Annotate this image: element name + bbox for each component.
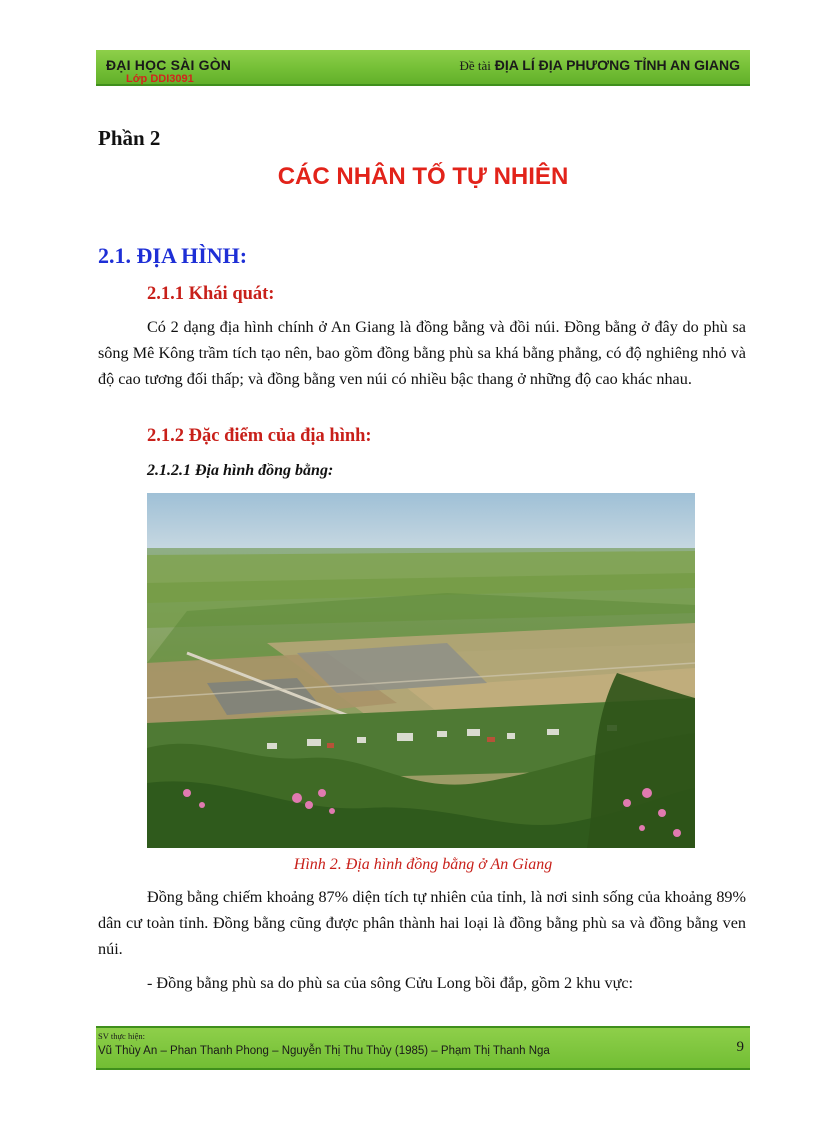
page-footer <box>96 1028 750 1070</box>
class-code: Lớp DDI3091 <box>126 73 194 85</box>
topic-name: ĐỊA LÍ ĐỊA PHƯƠNG TỈNH AN GIANG <box>494 57 740 73</box>
page-header <box>96 50 750 86</box>
page-number: 9 <box>736 1039 744 1055</box>
paragraph-plain-area: Đồng bằng chiếm khoảng 87% diện tích tự nhiên của tỉnh, là nơi sinh sống của khoảng 89% dân cư toàn tỉnh. Đồng bằng cũng được phân thành hai loại là đồng bằng phù sa và đồng bằng ven núi. <box>98 888 746 958</box>
landscape-illustration <box>147 493 695 848</box>
student-names: Vũ Thùy An – Phan Thanh Phong – Nguyễn Thị Thu Thủy (1985) – Phạm Thị Thanh Nga <box>98 1045 550 1057</box>
university-name: ĐẠI HỌC SÀI GÒN <box>106 57 232 73</box>
topic-title <box>459 57 740 74</box>
chapter-title: CÁC NHÂN TỐ TỰ NHIÊN <box>277 163 569 190</box>
subsubsection-heading-plain: 2.1.2.1 Địa hình đồng bằng: <box>147 462 334 479</box>
part-label: Phần 2 <box>98 126 161 150</box>
paragraph-alluvial: - Đồng bằng phù sa do phù sa của sông Cửu Long bồi đắp, gồm 2 khu vực: <box>147 974 634 992</box>
subsection-heading-overview: 2.1.1 Khái quát: <box>147 284 275 304</box>
plain-landscape-photo <box>147 493 695 848</box>
paragraph-overview: Có 2 dạng địa hình chính ở An Giang là đồng bằng và đồi núi. Đồng bằng ở đây do phù sa sông Mê Kông trầm tích tạo nên, bao gồm đồng bằng phù sa khá bằng phẳng, có độ nghiêng nhỏ và độ cao tương đối thấp; và đồng bằng ven núi có nhiều bậc thang ở những độ cao khác nhau. <box>98 318 746 388</box>
section-heading: 2.1. ĐỊA HÌNH: <box>98 243 248 268</box>
footer-label: SV thực hiện: <box>98 1031 145 1041</box>
topic-prefix: Đề tài <box>459 58 491 73</box>
subsection-heading-features: 2.1.2 Đặc điểm của địa hình: <box>147 426 372 446</box>
figure-caption: Hình 2. Địa hình đồng bằng ở An Giang <box>293 856 553 873</box>
